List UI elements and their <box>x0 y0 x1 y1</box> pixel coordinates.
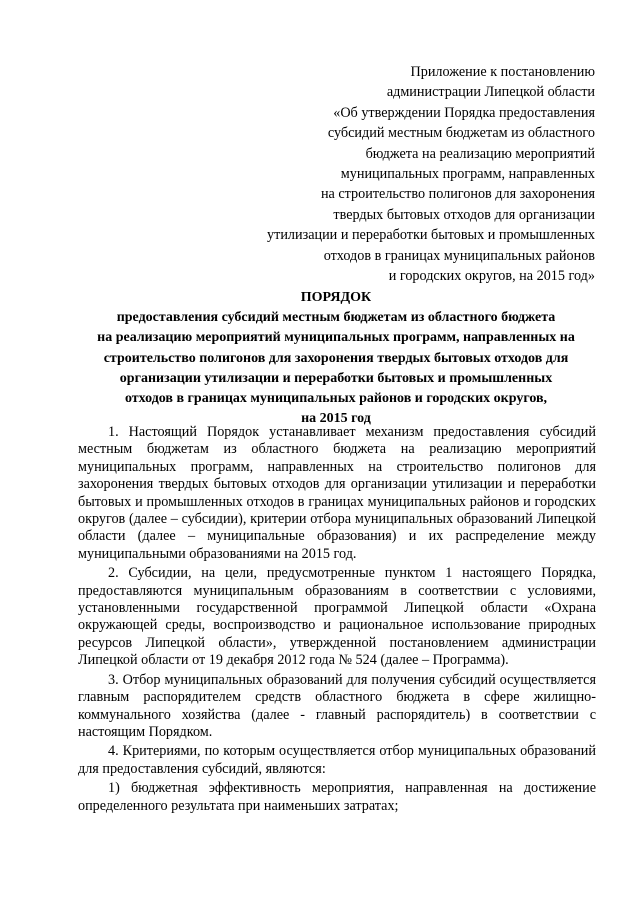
title-line: предоставления субсидий местным бюджетам из областного бюджета <box>116 310 556 326</box>
appendix-line: утилизации и переработки бытовых и промышленных <box>267 227 595 244</box>
title-line: на реализацию мероприятий муниципальных программ, направленных на <box>97 330 575 346</box>
paragraph-1: 1. Настоящий Порядок устанавливает механизм предоставления субсидий местным бюджетам из областного бюджета на реализацию мероприятий муниципальных программ, направленных на строительство полигонов для захоронения твердых бытовых отходов для организации утилизации и переработки бытовых и промышленных отходов в границах муниципальных районов и городских округов (далее – субсидии), критерии отбора муниципальных образований Липецкой области (далее – муниципальные образования) и их распределение между муниципальными образованиями на 2015 год. <box>78 424 596 562</box>
appendix-line: твердых бытовых отходов для организации <box>333 206 595 223</box>
appendix-line: и городских округов, на 2015 год» <box>388 268 595 285</box>
document-title <box>78 288 594 429</box>
appendix-line: администрации Липецкой области <box>386 84 595 101</box>
paragraph-5: 1) бюджетная эффективность мероприятия, направленная на достижение определенного результата при наименьших затратах; <box>78 780 596 814</box>
paragraph-2: 2. Субсидии, на цели, предусмотренные пунктом 1 настоящего Порядка, предоставляются муниципальным образованиям в соответствии с условиями, установленными государственной программой Липецкой области «Охрана окружающей среды, воспроизводство и рациональное использование природных ресурсов Липецкой области», утвержденной постановлением администрации Липецкой области от 19 декабря 2012 года № 524 (далее – Программа). <box>78 565 596 669</box>
appendix-line: на строительство полигонов для захоронения <box>320 186 595 203</box>
title-line: отходов в границах муниципальных районов и городских округов, <box>124 391 548 407</box>
paragraph-3: 3. Отбор муниципальных образований для получения субсидий осуществляется главным распорядителем средств областного бюджета в сфере жилищно-коммунального хозяйства (далее - главный распорядитель) в соответствии с настоящим Порядком. <box>78 671 596 740</box>
title-line: на 2015 год <box>301 411 371 427</box>
appendix-line: субсидий местным бюджетам из областного <box>327 125 595 142</box>
title-line: организации утилизации и переработки бытовых и промышленных <box>119 370 553 386</box>
appendix-line: отходов в границах муниципальных районов <box>323 247 595 264</box>
appendix-line: муниципальных программ, направленных <box>340 166 595 183</box>
title-heading: ПОРЯДОК <box>300 290 372 305</box>
appendix-line: Приложение к постановлению <box>410 64 595 80</box>
paragraph-4: 4. Критериями, по которым осуществляется отбор муниципальных образований для предоставления субсидий, являются: <box>78 743 596 777</box>
appendix-header <box>267 62 595 286</box>
appendix-line: «Об утверждении Порядка предоставления <box>333 104 595 121</box>
title-line: строительство полигонов для захоронения твердых бытовых отходов для <box>103 350 569 366</box>
document-body <box>78 424 596 817</box>
appendix-line: бюджета на реализацию мероприятий <box>365 145 595 162</box>
